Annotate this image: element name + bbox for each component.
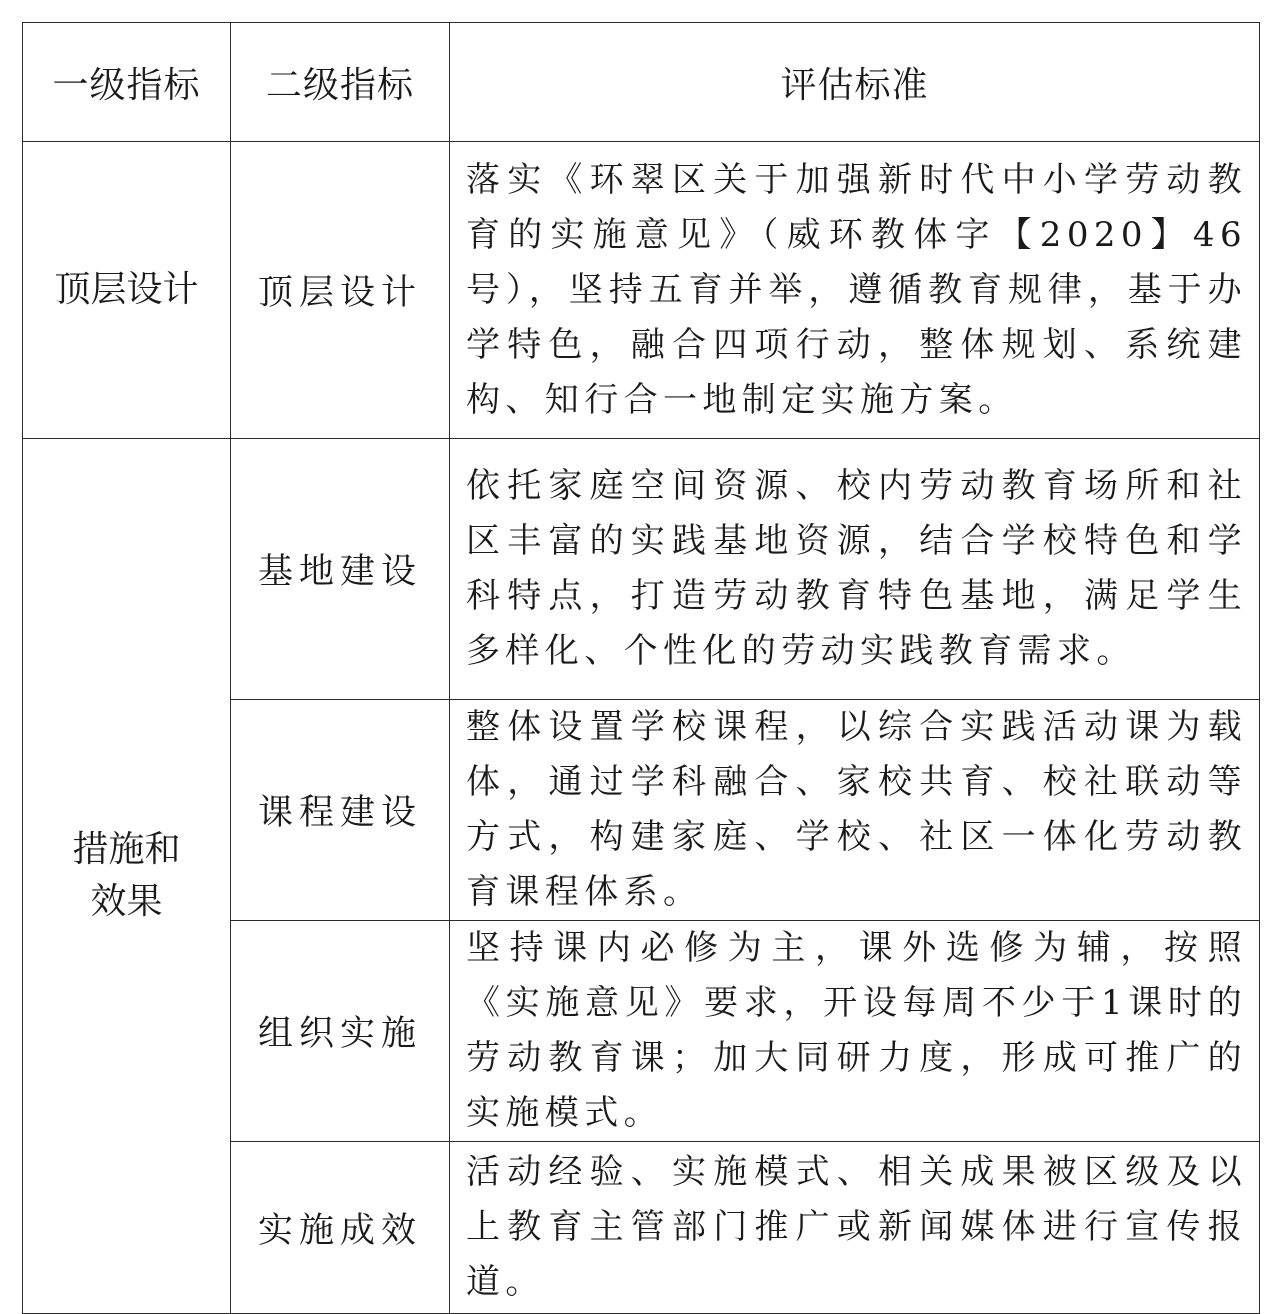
level2-cell: 实施成效	[231, 1142, 450, 1314]
standard-cell: 活动经验、实施模式、相关成果被区级及以上教育主管部门推广或新闻媒体进行宣传报道。	[450, 1142, 1260, 1314]
level1-cell: 顶层设计	[23, 142, 231, 439]
standard-cell: 落实《环翠区关于加强新时代中小学劳动教育的实施意见》（威环教体字【2020】46号），坚持五育并举，遵循教育规律，基于办学特色，融合四项行动，整体规划、系统建构、知行合一地制定实施方案。	[450, 142, 1260, 439]
standard-cell: 坚持课内必修为主，课外选修为辅，按照《实施意见》要求，开设每周不少于1课时的劳动教育课；加大同研力度，形成可推广的实施模式。	[450, 921, 1260, 1142]
standard-cell: 依托家庭空间资源、校内劳动教育场所和社区丰富的实践基地资源，结合学校特色和学科特点，打造劳动教育特色基地，满足学生多样化、个性化的劳动实践教育需求。	[450, 439, 1260, 700]
level2-cell: 组织实施	[231, 921, 450, 1142]
level2-cell: 基地建设	[231, 439, 450, 700]
level1-label-line1: 措施和	[72, 829, 181, 870]
table-header-row	[23, 23, 1260, 142]
evaluation-table	[22, 22, 1260, 1314]
header-level2: 二级指标	[231, 23, 450, 142]
standard-cell: 整体设置学校课程，以综合实践活动课为载体，通过学科融合、家校共育、校社联动等方式，构建家庭、学校、社区一体化劳动教育课程体系。	[450, 700, 1260, 921]
table-row	[23, 439, 1260, 700]
level2-cell: 课程建设	[231, 700, 450, 921]
level1-label-line2: 效果	[90, 881, 163, 922]
level2-cell: 顶层设计	[231, 142, 450, 439]
level1-cell	[23, 439, 231, 1314]
table-row	[23, 142, 1260, 439]
header-level1: 一级指标	[23, 23, 231, 142]
header-standard: 评估标准	[450, 23, 1260, 142]
